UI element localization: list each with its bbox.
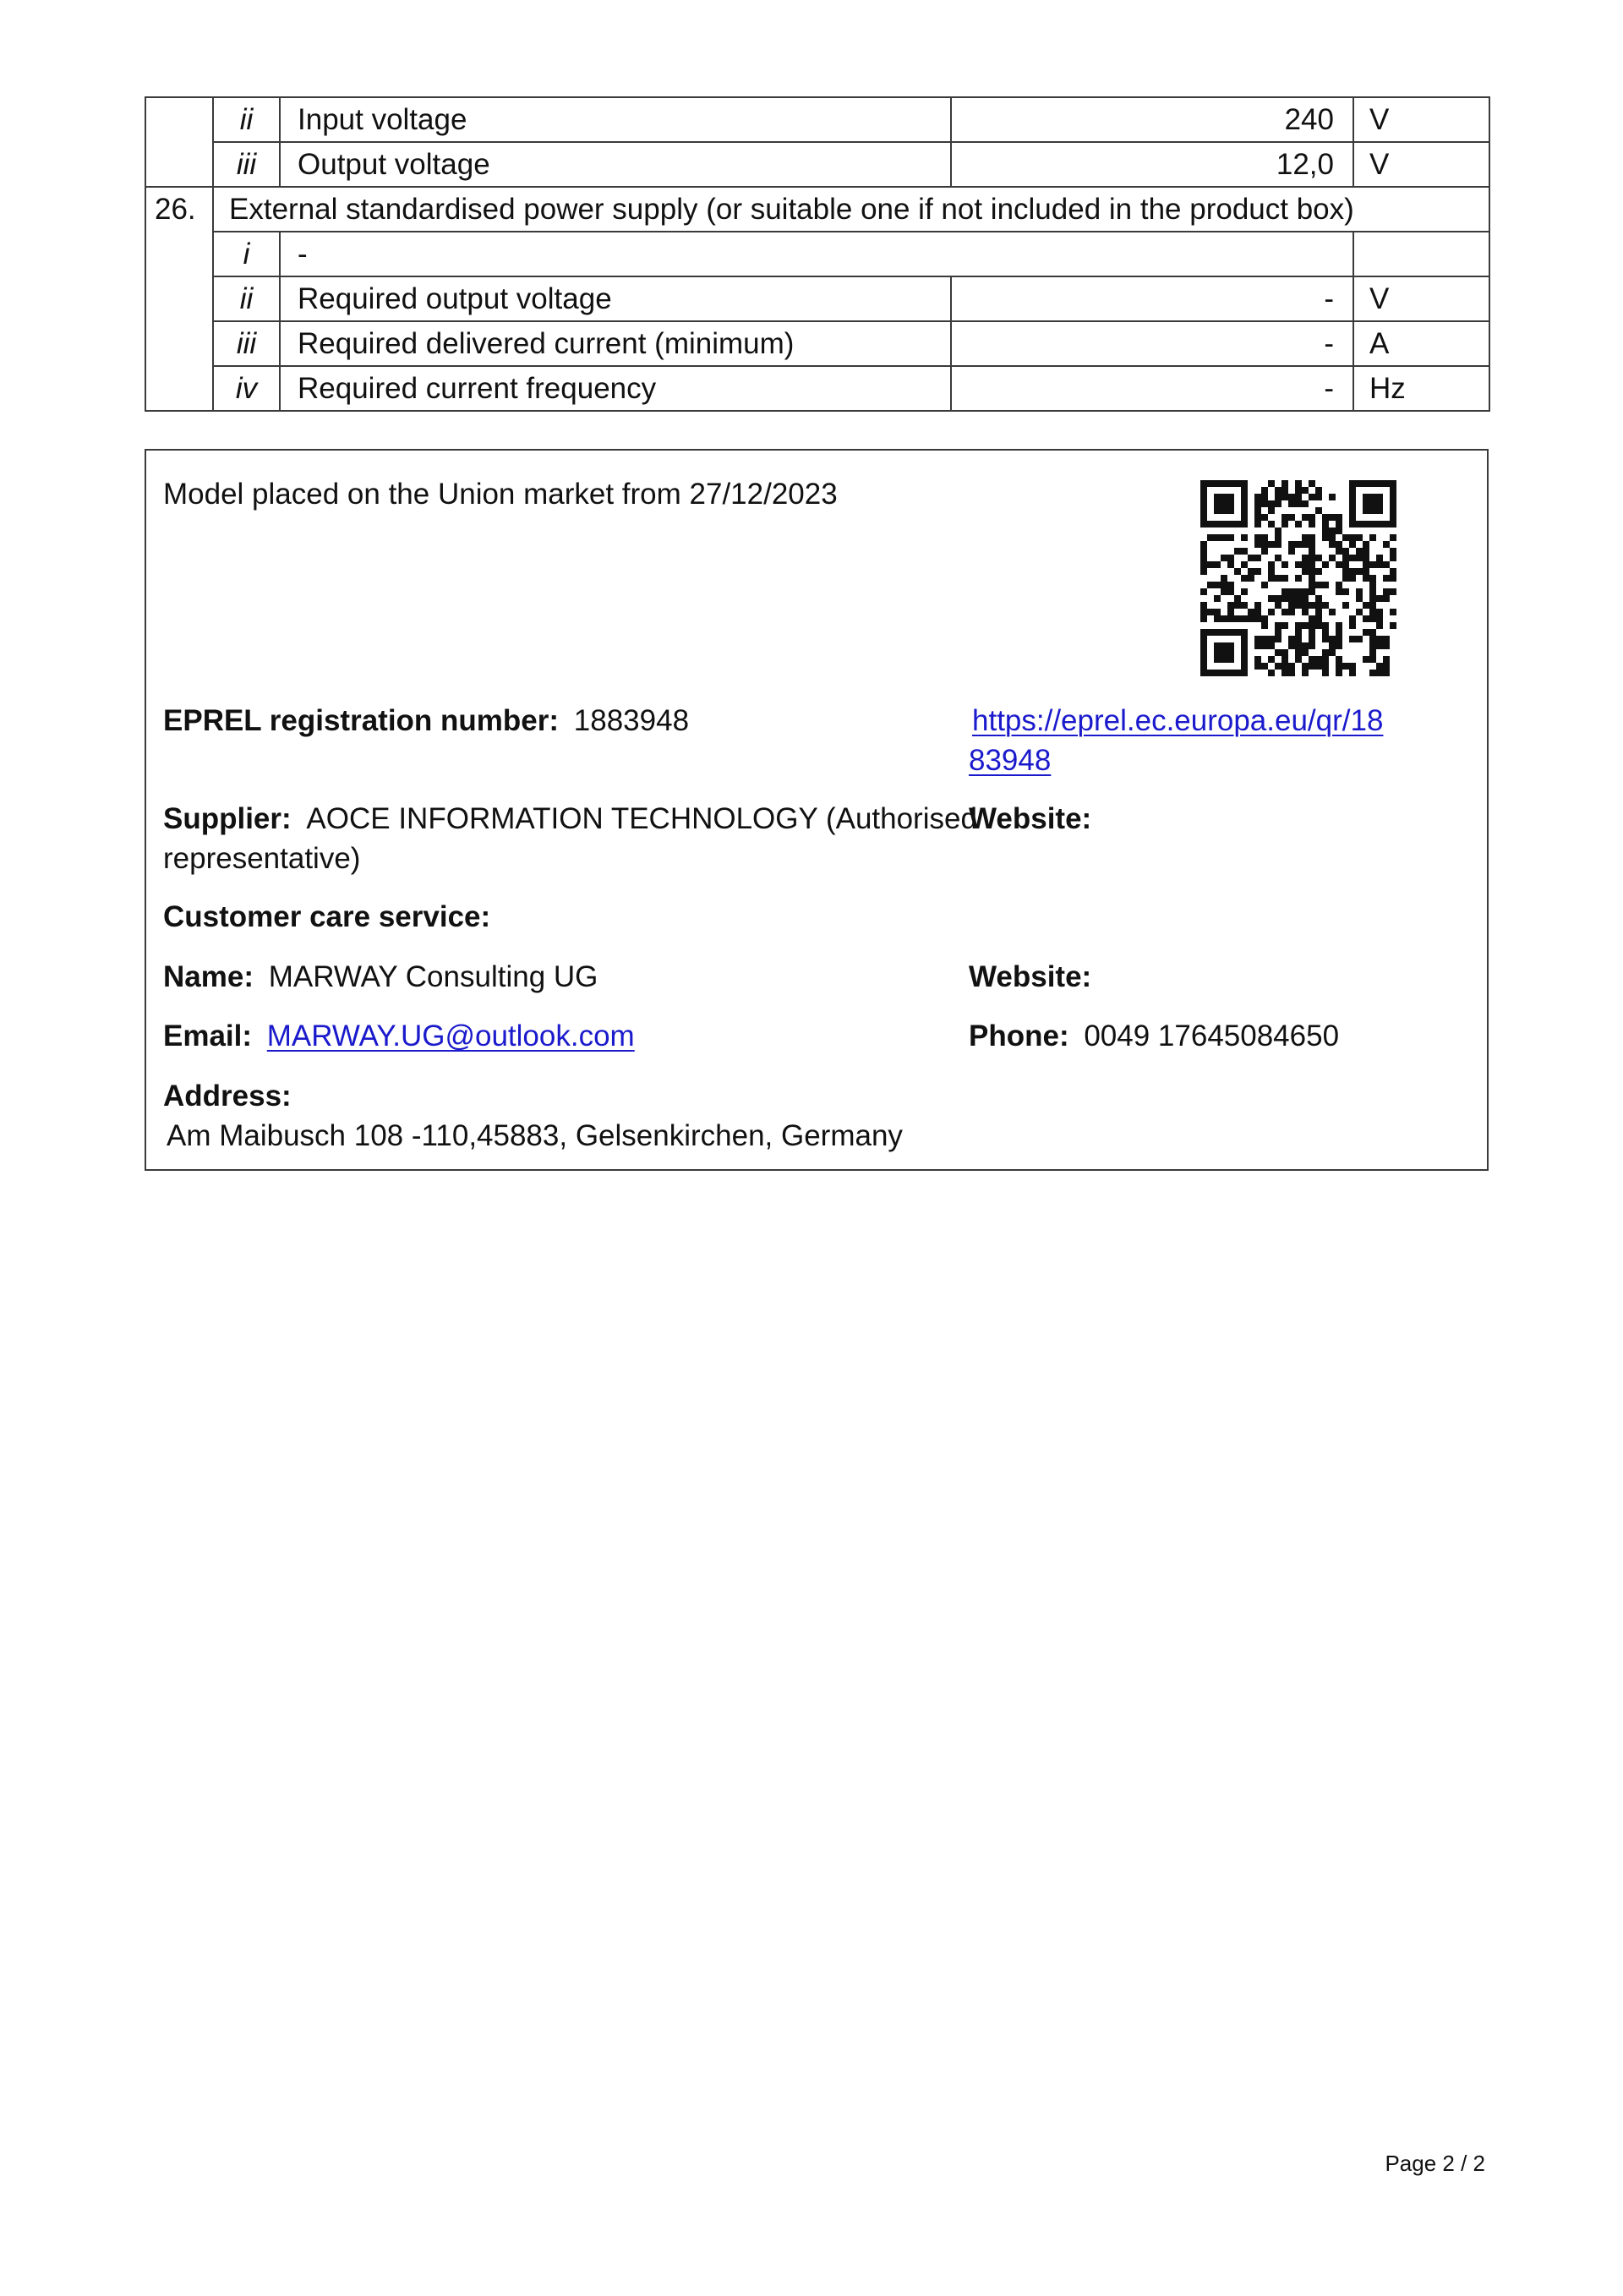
info-box: [145, 449, 1489, 1171]
row-sub-index: iii: [213, 142, 280, 187]
row-sub-index: ii: [213, 97, 280, 142]
name-label: Name:: [163, 960, 254, 993]
table-row: [145, 366, 1489, 411]
customer-care-label: Customer care service:: [163, 900, 491, 933]
row-unit: V: [1353, 142, 1489, 187]
phone-value: 0049 17645084650: [1084, 1020, 1340, 1052]
row-value: 240: [951, 97, 1353, 142]
row-value: -: [951, 276, 1353, 321]
row-number-cell: [145, 97, 213, 187]
address-row: [163, 1076, 903, 1156]
row-label: Required output voltage: [280, 276, 951, 321]
table-row: [145, 232, 1489, 276]
row-value: -: [951, 366, 1353, 411]
phone-row: [969, 1016, 1339, 1056]
phone-label: Phone:: [969, 1020, 1069, 1052]
address-label: Address:: [163, 1080, 292, 1112]
row-sub-index: i: [213, 232, 280, 276]
row-label: Output voltage: [280, 142, 951, 187]
row-unit: V: [1353, 97, 1489, 142]
table-row: [145, 97, 1489, 142]
row-unit: A: [1353, 321, 1489, 366]
row-sub-index: iv: [213, 366, 280, 411]
eprel-link-line2[interactable]: 83948: [969, 744, 1052, 777]
row-number: 26.: [145, 187, 213, 411]
supplier-label: Supplier:: [163, 802, 292, 835]
table-row: [145, 276, 1489, 321]
email-row: [163, 1016, 635, 1056]
group-title: External standardised power supply (or suitable one if not included in the product box): [213, 187, 1489, 232]
row-label: Required current frequency: [280, 366, 951, 411]
supplier-value-cont: representative): [163, 842, 361, 875]
email-link[interactable]: MARWAY.UG@outlook.com: [266, 1020, 635, 1052]
row-sub-index: ii: [213, 276, 280, 321]
row-label: Required delivered current (minimum): [280, 321, 951, 366]
name-row: [163, 957, 598, 997]
eprel-value: 1883948: [573, 704, 690, 737]
row-label: Input voltage: [280, 97, 951, 142]
eprel-row: [163, 701, 689, 741]
address-value: Am Maibusch 108 -110,45883, Gelsenkirchen, Germany: [167, 1119, 903, 1152]
row-unit: Hz: [1353, 366, 1489, 411]
care-website-label: Website:: [969, 960, 1092, 993]
row-sub-index: iii: [213, 321, 280, 366]
supplier-value: AOCE INFORMATION TECHNOLOGY (Authorised: [306, 802, 977, 835]
eprel-link-line1[interactable]: https://eprel.ec.europa.eu/qr/18: [972, 704, 1384, 737]
table-group-header-row: [145, 187, 1489, 232]
page-number: Page 2 / 2: [1385, 2151, 1485, 2176]
row-label: -: [280, 232, 1353, 276]
market-date-text: Model placed on the Union market from 27/12/2023: [163, 478, 838, 511]
supplier-website-label: Website:: [969, 802, 1092, 835]
spec-table: [145, 96, 1490, 412]
name-value: MARWAY Consulting UG: [268, 960, 598, 993]
supplier-row: [163, 799, 977, 878]
table-row: [145, 142, 1489, 187]
table-row: [145, 321, 1489, 366]
eprel-link[interactable]: [969, 701, 1383, 780]
row-unit: [1353, 232, 1489, 276]
qr-code-icon[interactable]: [1200, 480, 1396, 676]
row-value: -: [951, 321, 1353, 366]
email-label: Email:: [163, 1020, 253, 1052]
eprel-label: EPREL registration number:: [163, 704, 560, 737]
row-value: 12,0: [951, 142, 1353, 187]
row-unit: V: [1353, 276, 1489, 321]
